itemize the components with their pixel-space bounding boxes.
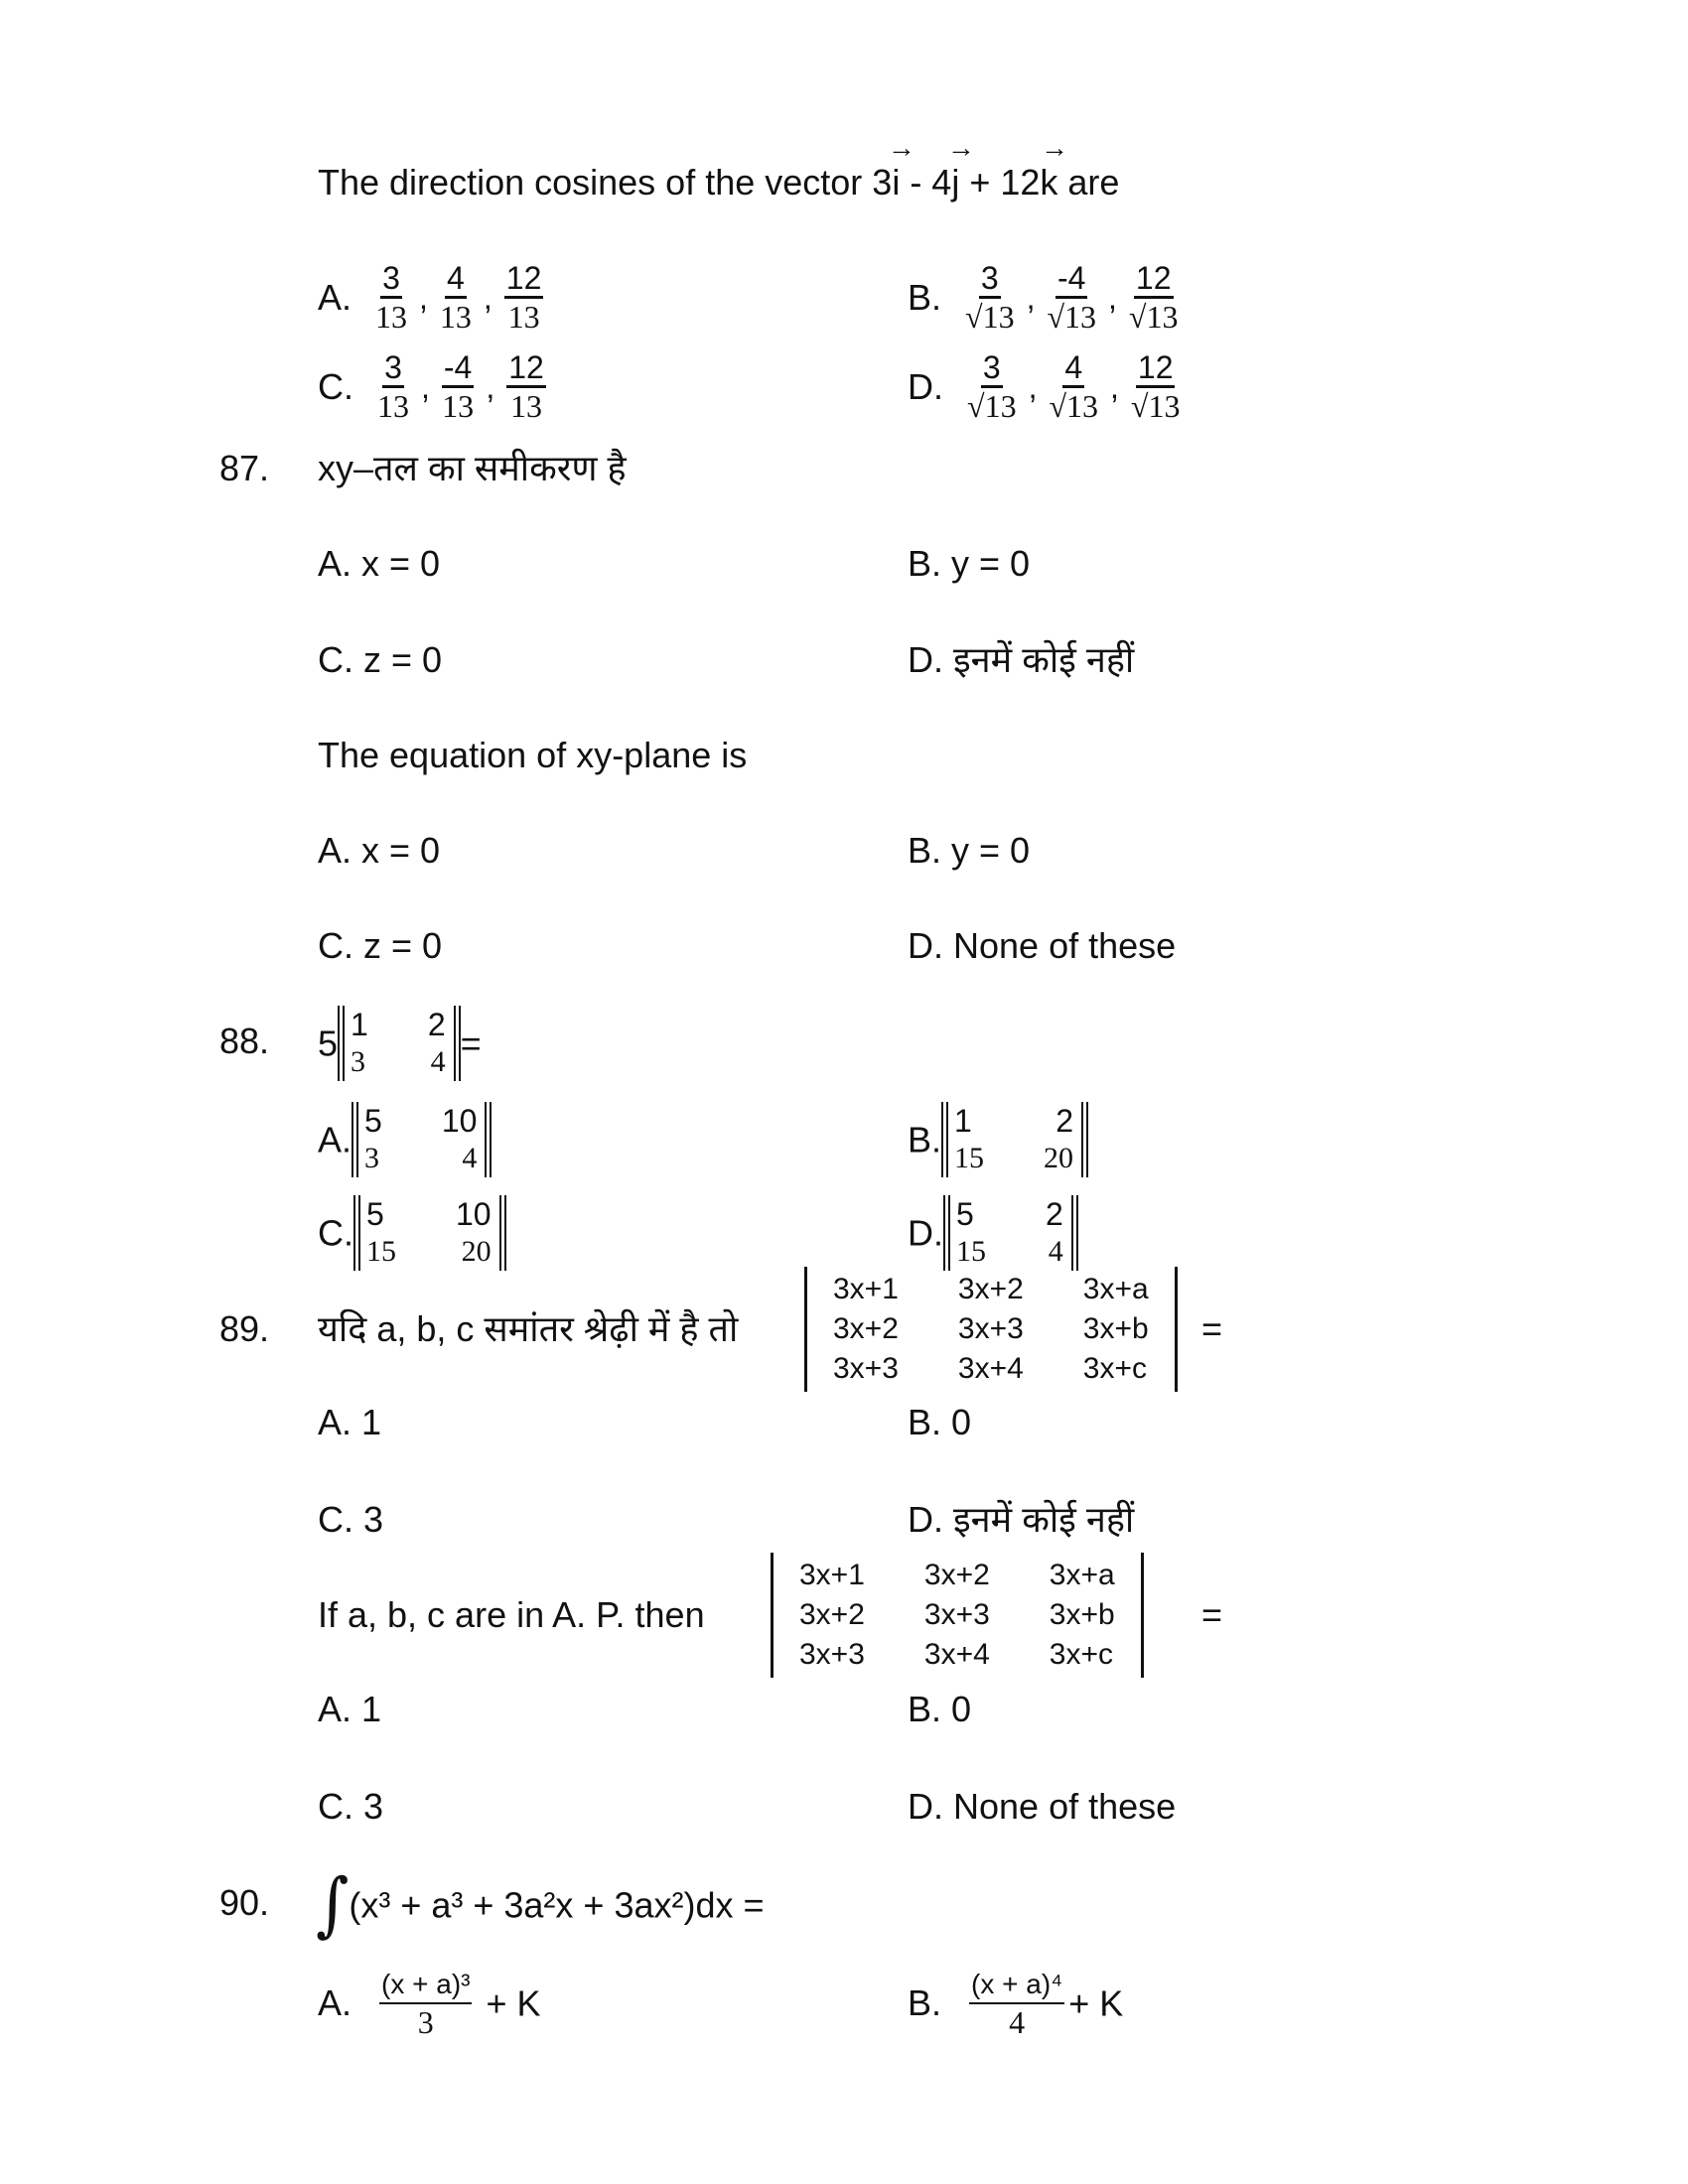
q89-hindi-option-a: A. 1: [318, 1402, 382, 1442]
q89-hindi-option-c: C. 3: [318, 1499, 384, 1540]
fraction: [375, 260, 407, 335]
determinant-cell: 3x+3: [833, 1352, 899, 1385]
determinant-cell: 3x+2: [923, 1559, 990, 1591]
determinant-cell: 3x+c: [1082, 1352, 1147, 1385]
denominator: √13: [1130, 388, 1181, 424]
determinant-cell: 3x+3: [923, 1598, 990, 1631]
q87-hindi-option-d: D. इनमें कोई नहीं: [908, 639, 1135, 680]
matrix-cell: 3: [351, 1045, 366, 1079]
denominator: 3: [417, 2004, 434, 2041]
coef: + 12: [959, 162, 1041, 203]
q88-number: 88.: [219, 1021, 270, 1061]
q89-hindi-option-b: B. 0: [908, 1402, 972, 1442]
option-label: A.: [318, 1119, 352, 1160]
matrix-cell: 4: [430, 1045, 446, 1079]
q87-hindi-option-b: B. y = 0: [908, 543, 1031, 584]
numerator: 12: [504, 260, 544, 299]
denominator: √13: [1049, 388, 1099, 424]
determinant-cell: 3x+a: [1049, 1559, 1115, 1591]
determinant-cell: 3x+2: [957, 1273, 1024, 1305]
numerator: 4: [1062, 349, 1084, 388]
determinant-cell: 3x+a: [1082, 1273, 1149, 1305]
q89-english-option-d: D. None of these: [908, 1786, 1177, 1827]
fraction: [504, 260, 544, 335]
comma: ,: [1108, 279, 1117, 316]
matrix-cell: 5: [956, 1196, 974, 1233]
fraction: [377, 349, 409, 424]
q89-hindi-determinant: [804, 1267, 1178, 1392]
equals-sign: =: [460, 1023, 482, 1064]
q87-english-option-a: A. x = 0: [318, 830, 441, 871]
numerator: 12: [1134, 260, 1174, 299]
option-label: D.: [908, 365, 943, 407]
q86-option-a: [318, 260, 547, 335]
q87-hindi-option-a: A. x = 0: [318, 543, 441, 584]
determinant-cell: 3x+2: [799, 1598, 865, 1631]
q88-option-b: [908, 1093, 1088, 1184]
denominator: √13: [1047, 299, 1097, 335]
numerator: 3: [979, 260, 1001, 299]
matrix-cell: 20: [1044, 1142, 1074, 1175]
denominator: 4: [1009, 2004, 1026, 2041]
denominator: 13: [439, 299, 472, 335]
vector-j: → j: [951, 163, 959, 203]
denominator: √13: [965, 299, 1015, 335]
matrix-cell: 10: [441, 1103, 478, 1140]
fraction: [1131, 349, 1181, 424]
determinant-cell: 3x+4: [923, 1638, 990, 1671]
determinant-cell: 3x+3: [799, 1638, 865, 1671]
q88-option-d: [908, 1186, 1078, 1278]
matrix-cell: 10: [456, 1196, 492, 1233]
coef: - 4: [900, 162, 952, 203]
vector-i: → i: [892, 163, 900, 203]
q87-number: 87.: [219, 448, 270, 488]
q87-english-option-b: B. y = 0: [908, 830, 1031, 871]
denominator: 13: [377, 388, 409, 424]
q86-option-b: [908, 260, 1182, 335]
numerator: -4: [442, 349, 474, 388]
option-label: C.: [318, 365, 353, 407]
comma: ,: [1028, 368, 1038, 405]
q90-question: [316, 1864, 765, 1947]
matrix-cell: 5: [364, 1103, 382, 1140]
fraction: [1047, 260, 1096, 335]
matrix-cell: 15: [366, 1235, 396, 1269]
q89-english-option-c: C. 3: [318, 1786, 384, 1827]
numerator: 3: [382, 349, 404, 388]
comma: ,: [1026, 279, 1036, 316]
q89-hindi-question: यदि a, b, c समांतर श्रेढ़ी में है तो: [318, 1308, 739, 1349]
q89-english-question: If a, b, c are in A. P. then: [318, 1594, 705, 1635]
matrix-cell: 1: [954, 1103, 972, 1140]
numerator: 4: [445, 260, 467, 299]
matrix-cell: 2: [427, 1007, 446, 1043]
q87-english-option-c: C. z = 0: [318, 925, 443, 966]
matrix: [943, 1195, 1078, 1271]
matrix: [941, 1102, 1088, 1177]
numerator: 12: [1136, 349, 1176, 388]
matrix-cell: 15: [956, 1235, 986, 1269]
denominator: √13: [967, 388, 1017, 424]
matrix-cell: 4: [462, 1142, 478, 1175]
numerator: (x + a)³: [379, 1967, 472, 2004]
q87-hindi-question: xy–तल का समीकरण है: [318, 448, 627, 488]
comma: ,: [483, 279, 492, 316]
matrix-cell: 3: [364, 1142, 380, 1175]
denominator: 13: [510, 388, 543, 424]
q86-text: are: [1057, 162, 1120, 203]
vector-k: → k: [1040, 163, 1057, 203]
tail: + K: [476, 1982, 541, 2024]
determinant-cell: 3x+b: [1082, 1312, 1149, 1345]
denominator: √13: [1128, 299, 1179, 335]
matrix-cell: 5: [366, 1196, 384, 1233]
fraction: [379, 1967, 472, 2040]
denominator: 13: [375, 299, 408, 335]
scalar: 5: [318, 1023, 339, 1064]
numerator: 3: [380, 260, 402, 299]
tail: + K: [1068, 1982, 1124, 2024]
determinant-cell: 3x+4: [957, 1352, 1024, 1385]
q89-number: 89.: [219, 1308, 270, 1349]
matrix-cell: 1: [351, 1007, 368, 1043]
equals-sign: =: [1201, 1594, 1223, 1635]
comma: ,: [421, 368, 430, 405]
numerator: 3: [981, 349, 1003, 388]
coef: 3: [872, 162, 893, 203]
integrand: (x³ + a³ + 3a²x + 3ax²)dx =: [349, 1884, 765, 1926]
fraction: [442, 349, 474, 424]
fraction: [440, 260, 472, 335]
option-label: A.: [318, 276, 352, 318]
comma: ,: [486, 368, 495, 405]
determinant-cell: 3x+c: [1049, 1638, 1113, 1671]
fraction: [965, 260, 1015, 335]
q87-hindi-option-c: C. z = 0: [318, 639, 443, 680]
q88-option-c: [318, 1186, 506, 1278]
q90-option-a: [318, 1962, 541, 2043]
option-label: B.: [908, 276, 942, 318]
determinant-cell: 3x+2: [833, 1312, 899, 1345]
comma: ,: [419, 279, 428, 316]
q88-option-a: [318, 1093, 492, 1184]
determinant-cell: 3x+3: [957, 1312, 1024, 1345]
option-label: B.: [908, 1119, 942, 1160]
numerator: -4: [1055, 260, 1087, 299]
q87-english-question: The equation of xy-plane is: [318, 735, 748, 775]
option-label: D.: [908, 1212, 943, 1254]
numerator: 12: [506, 349, 546, 388]
q86-question: [318, 163, 1119, 203]
q88-question: [318, 997, 482, 1088]
q86-option-c: [318, 349, 550, 424]
q86-option-d: [908, 349, 1184, 424]
determinant-cell: 3x+1: [799, 1559, 865, 1591]
q89-hindi-option-d: D. इनमें कोई नहीं: [908, 1499, 1135, 1540]
integral-sign: ∫: [316, 1864, 350, 1947]
numerator: (x + a)⁴: [969, 1967, 1064, 2004]
matrix: [338, 1006, 461, 1081]
fraction: [1129, 260, 1179, 335]
fraction: [506, 349, 546, 424]
denominator: 13: [442, 388, 475, 424]
matrix-cell: 2: [1046, 1196, 1063, 1233]
option-label: C.: [318, 1212, 353, 1254]
equals-sign: =: [1201, 1308, 1223, 1349]
denominator: 13: [507, 299, 540, 335]
fraction: [969, 1967, 1064, 2040]
matrix-cell: 15: [954, 1142, 985, 1175]
q90-number: 90.: [219, 1882, 270, 1923]
determinant-cell: 3x+b: [1049, 1598, 1115, 1631]
fraction: [1049, 349, 1098, 424]
option-label: A.: [318, 1982, 352, 2024]
matrix-cell: 2: [1055, 1103, 1074, 1140]
q89-english-option-a: A. 1: [318, 1689, 382, 1729]
q87-english-option-d: D. None of these: [908, 925, 1177, 966]
matrix-cell: 4: [1048, 1235, 1063, 1269]
option-label: B.: [908, 1982, 942, 2024]
matrix: [353, 1195, 506, 1271]
q90-option-b: [908, 1962, 1123, 2043]
q89-english-determinant: [771, 1553, 1144, 1678]
comma: ,: [1110, 368, 1119, 405]
fraction: [967, 349, 1017, 424]
determinant-cell: 3x+1: [833, 1273, 899, 1305]
matrix: [352, 1102, 492, 1177]
q89-english-option-b: B. 0: [908, 1689, 972, 1729]
q86-text: The direction cosines of the vector: [318, 162, 873, 203]
matrix-cell: 20: [461, 1235, 492, 1269]
